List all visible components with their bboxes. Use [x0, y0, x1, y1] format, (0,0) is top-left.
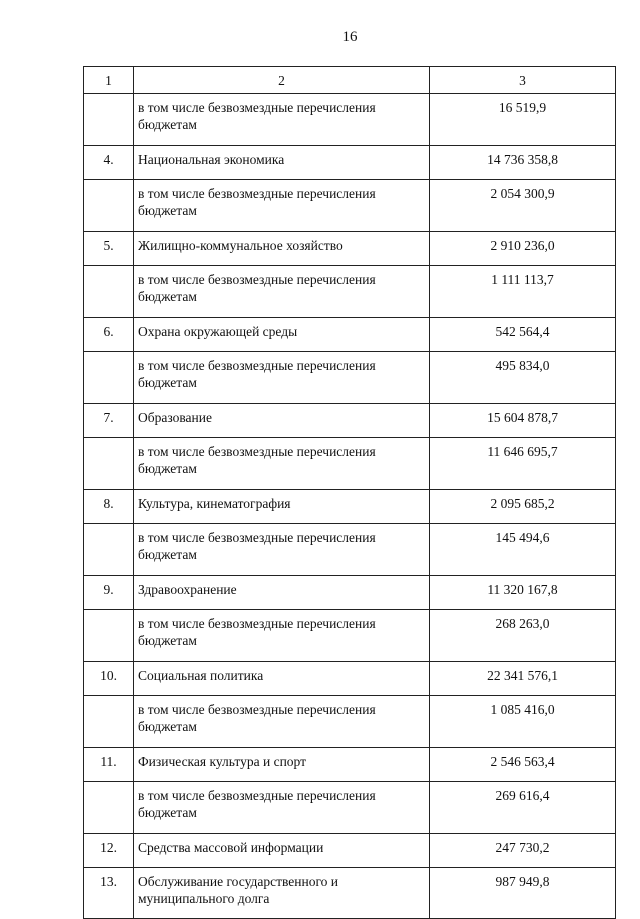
row-number: 10.: [84, 662, 134, 696]
table-header-row: [84, 67, 616, 94]
row-number: [84, 696, 134, 748]
row-number: [84, 610, 134, 662]
table-row: [84, 748, 616, 782]
table-row: [84, 834, 616, 868]
table-row: [84, 576, 616, 610]
row-number: [84, 438, 134, 490]
table-row: [84, 352, 616, 404]
row-value: 16 519,9: [430, 94, 616, 146]
row-number: 12.: [84, 834, 134, 868]
row-number: 5.: [84, 232, 134, 266]
row-value: 2 546 563,4: [430, 748, 616, 782]
row-number: [84, 782, 134, 834]
row-name: в том числе безвозмездные перечисления бюджетам: [134, 180, 430, 232]
row-name: в том числе безвозмездные перечисления бюджетам: [134, 524, 430, 576]
table-row: [84, 868, 616, 919]
header-col-1: 1: [84, 67, 134, 94]
row-name: Средства массовой информации: [134, 834, 430, 868]
row-value: 1 111 113,7: [430, 266, 616, 318]
row-number: 9.: [84, 576, 134, 610]
row-number: 11.: [84, 748, 134, 782]
row-name: Социальная политика: [134, 662, 430, 696]
row-number: 6.: [84, 318, 134, 352]
row-name: Культура, кинематография: [134, 490, 430, 524]
row-name: в том числе безвозмездные перечисления бюджетам: [134, 94, 430, 146]
row-number: 8.: [84, 490, 134, 524]
row-value: 2 910 236,0: [430, 232, 616, 266]
row-value: 11 320 167,8: [430, 576, 616, 610]
row-number: 4.: [84, 146, 134, 180]
table-row: [84, 318, 616, 352]
row-value: 542 564,4: [430, 318, 616, 352]
row-value: 14 736 358,8: [430, 146, 616, 180]
row-name: в том числе безвозмездные перечисления бюджетам: [134, 696, 430, 748]
table-row: [84, 94, 616, 146]
table-row: [84, 662, 616, 696]
row-value: 247 730,2: [430, 834, 616, 868]
row-name: Образование: [134, 404, 430, 438]
row-value: 269 616,4: [430, 782, 616, 834]
table-row: [84, 490, 616, 524]
row-value: 2 054 300,9: [430, 180, 616, 232]
table-row: [84, 404, 616, 438]
row-name: Охрана окружающей среды: [134, 318, 430, 352]
row-value: 11 646 695,7: [430, 438, 616, 490]
page-number: 16: [342, 29, 358, 45]
row-number: [84, 180, 134, 232]
row-name: Жилищно-коммунальное хозяйство: [134, 232, 430, 266]
table-row: [84, 524, 616, 576]
row-number: [84, 352, 134, 404]
row-value: 22 341 576,1: [430, 662, 616, 696]
row-value: 495 834,0: [430, 352, 616, 404]
budget-table: [83, 66, 616, 919]
row-name: Здравоохранение: [134, 576, 430, 610]
row-name: в том числе безвозмездные перечисления бюджетам: [134, 610, 430, 662]
row-value: 145 494,6: [430, 524, 616, 576]
table-row: [84, 782, 616, 834]
row-number: 7.: [84, 404, 134, 438]
row-number: 13.: [84, 868, 134, 919]
header-col-2: 2: [134, 67, 430, 94]
row-number: [84, 524, 134, 576]
table-row: [84, 146, 616, 180]
row-number: [84, 266, 134, 318]
header-col-3: 3: [430, 67, 616, 94]
row-name: в том числе безвозмездные перечисления бюджетам: [134, 438, 430, 490]
row-name: в том числе безвозмездные перечисления бюджетам: [134, 782, 430, 834]
row-name: Физическая культура и спорт: [134, 748, 430, 782]
row-value: 1 085 416,0: [430, 696, 616, 748]
row-name: Обслуживание государственного и муниципального долга: [134, 868, 430, 919]
row-name: в том числе безвозмездные перечисления бюджетам: [134, 266, 430, 318]
row-value: 2 095 685,2: [430, 490, 616, 524]
table-row: [84, 610, 616, 662]
table-row: [84, 232, 616, 266]
row-name: в том числе безвозмездные перечисления бюджетам: [134, 352, 430, 404]
row-value: 268 263,0: [430, 610, 616, 662]
table-row: [84, 696, 616, 748]
row-number: [84, 94, 134, 146]
table-row: [84, 266, 616, 318]
row-value: 15 604 878,7: [430, 404, 616, 438]
row-name: Национальная экономика: [134, 146, 430, 180]
table-row: [84, 180, 616, 232]
table-row: [84, 438, 616, 490]
row-value: 987 949,8: [430, 868, 616, 919]
